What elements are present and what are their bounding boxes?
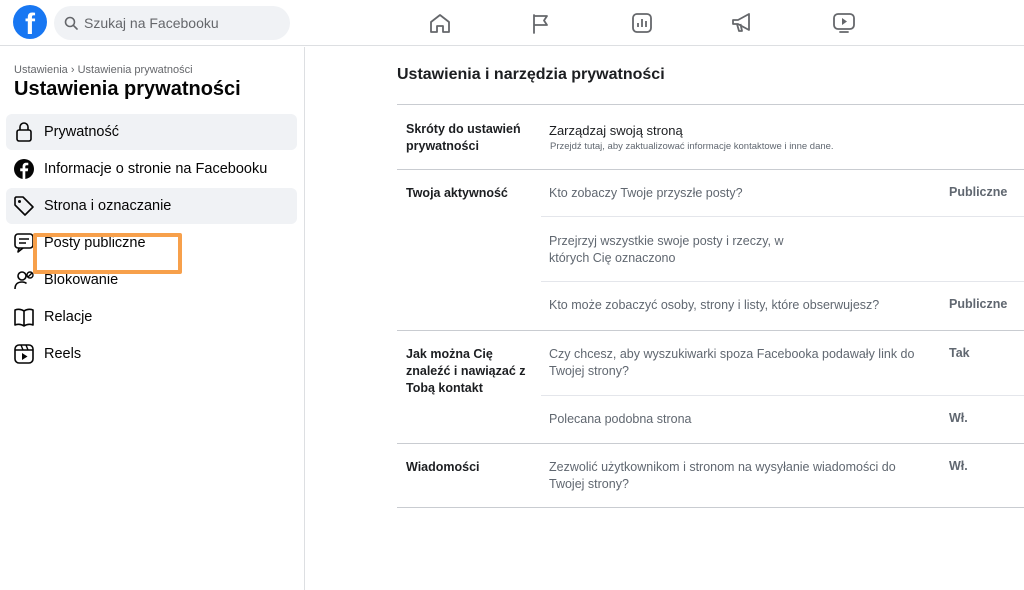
divider bbox=[541, 216, 1024, 217]
sidebar-item-label: Prywatność bbox=[44, 124, 119, 140]
setting-row-messages[interactable]: Zezwolić użytkownikom i stronom na wysyłanie wiadomości do Twojej strony? bbox=[549, 460, 896, 491]
reels-icon bbox=[13, 343, 35, 365]
setting-row-similar-page[interactable]: Polecana podobna strona bbox=[549, 412, 692, 426]
settings-sidebar bbox=[0, 47, 305, 590]
search-input[interactable] bbox=[84, 6, 284, 40]
page-title: Ustawienia i narzędzia prywatności bbox=[397, 66, 665, 83]
sidebar-title: Ustawienia prywatności bbox=[14, 78, 241, 100]
tag-icon bbox=[13, 195, 35, 217]
setting-row-search-engines[interactable]: Czy chcesz, aby wyszukiwarki spoza Facebooka podawały link do Twojej strony? bbox=[549, 347, 915, 378]
divider bbox=[397, 443, 1024, 444]
video-icon[interactable] bbox=[832, 12, 856, 34]
sidebar-item-privacy[interactable] bbox=[6, 114, 297, 150]
sidebar-item-page-info[interactable] bbox=[6, 151, 297, 187]
section-label-shortcuts: Skróty do ustawień prywatności bbox=[406, 122, 521, 153]
sidebar-item-label: Blokowanie bbox=[44, 272, 119, 288]
sidebar-item-reels[interactable] bbox=[6, 336, 297, 372]
lock-icon bbox=[13, 121, 35, 143]
setting-row-subtitle: Przejdź tutaj, aby zaktualizować informacje kontaktowe i inne dane. bbox=[550, 141, 834, 152]
setting-row-title[interactable]: Zarządzaj swoją stroną bbox=[549, 123, 683, 138]
sidebar-item-label: Posty publiczne bbox=[44, 235, 146, 251]
top-navigation-bar bbox=[0, 0, 1024, 46]
facebook-logo-icon[interactable]: f bbox=[13, 5, 47, 39]
megaphone-icon[interactable] bbox=[730, 12, 754, 34]
setting-value[interactable]: Publiczne bbox=[949, 185, 1008, 199]
sidebar-item-label: Informacje o stronie na Facebooku bbox=[44, 161, 268, 177]
flag-icon[interactable] bbox=[529, 12, 553, 34]
facebook-icon bbox=[13, 158, 35, 180]
divider bbox=[397, 104, 1024, 105]
block-user-icon bbox=[13, 269, 35, 291]
section-label-activity: Twoja aktywność bbox=[406, 186, 508, 200]
setting-value[interactable]: Publiczne bbox=[949, 297, 1008, 311]
divider bbox=[397, 507, 1024, 508]
divider bbox=[541, 281, 1024, 282]
section-label-find-contact: Jak można Cię znaleźć i nawiązać z Tobą kontakt bbox=[406, 347, 526, 395]
divider bbox=[541, 395, 1024, 396]
setting-value[interactable]: Wł. bbox=[949, 459, 968, 473]
sidebar-item-label: Strona i oznaczanie bbox=[44, 198, 172, 214]
divider bbox=[397, 330, 1024, 331]
search-icon bbox=[64, 16, 78, 30]
setting-row-review-posts[interactable]: Przejrzyj wszystkie swoje posty i rzeczy, w których Cię oznaczono bbox=[549, 234, 784, 265]
setting-value[interactable]: Tak bbox=[949, 346, 970, 360]
posts-icon bbox=[13, 232, 35, 254]
book-icon bbox=[13, 306, 35, 328]
divider bbox=[397, 169, 1024, 170]
setting-value[interactable]: Wł. bbox=[949, 411, 968, 425]
search-box[interactable] bbox=[54, 6, 290, 40]
setting-row-future-posts[interactable]: Kto zobaczy Twoje przyszłe posty? bbox=[549, 186, 743, 200]
breadcrumb[interactable]: Ustawienia › Ustawienia prywatności bbox=[14, 64, 193, 76]
setting-row-followed-lists[interactable]: Kto może zobaczyć osoby, strony i listy, które obserwujesz? bbox=[549, 298, 880, 312]
sidebar-item-relations[interactable] bbox=[6, 299, 297, 335]
section-label-messages: Wiadomości bbox=[406, 460, 480, 474]
sidebar-item-label: Relacje bbox=[44, 309, 93, 325]
home-icon[interactable] bbox=[428, 12, 452, 34]
sidebar-item-label: Reels bbox=[44, 346, 82, 362]
sidebar-item-page-tagging[interactable] bbox=[6, 188, 297, 224]
chart-icon[interactable] bbox=[630, 12, 654, 34]
highlight-box bbox=[33, 233, 182, 274]
